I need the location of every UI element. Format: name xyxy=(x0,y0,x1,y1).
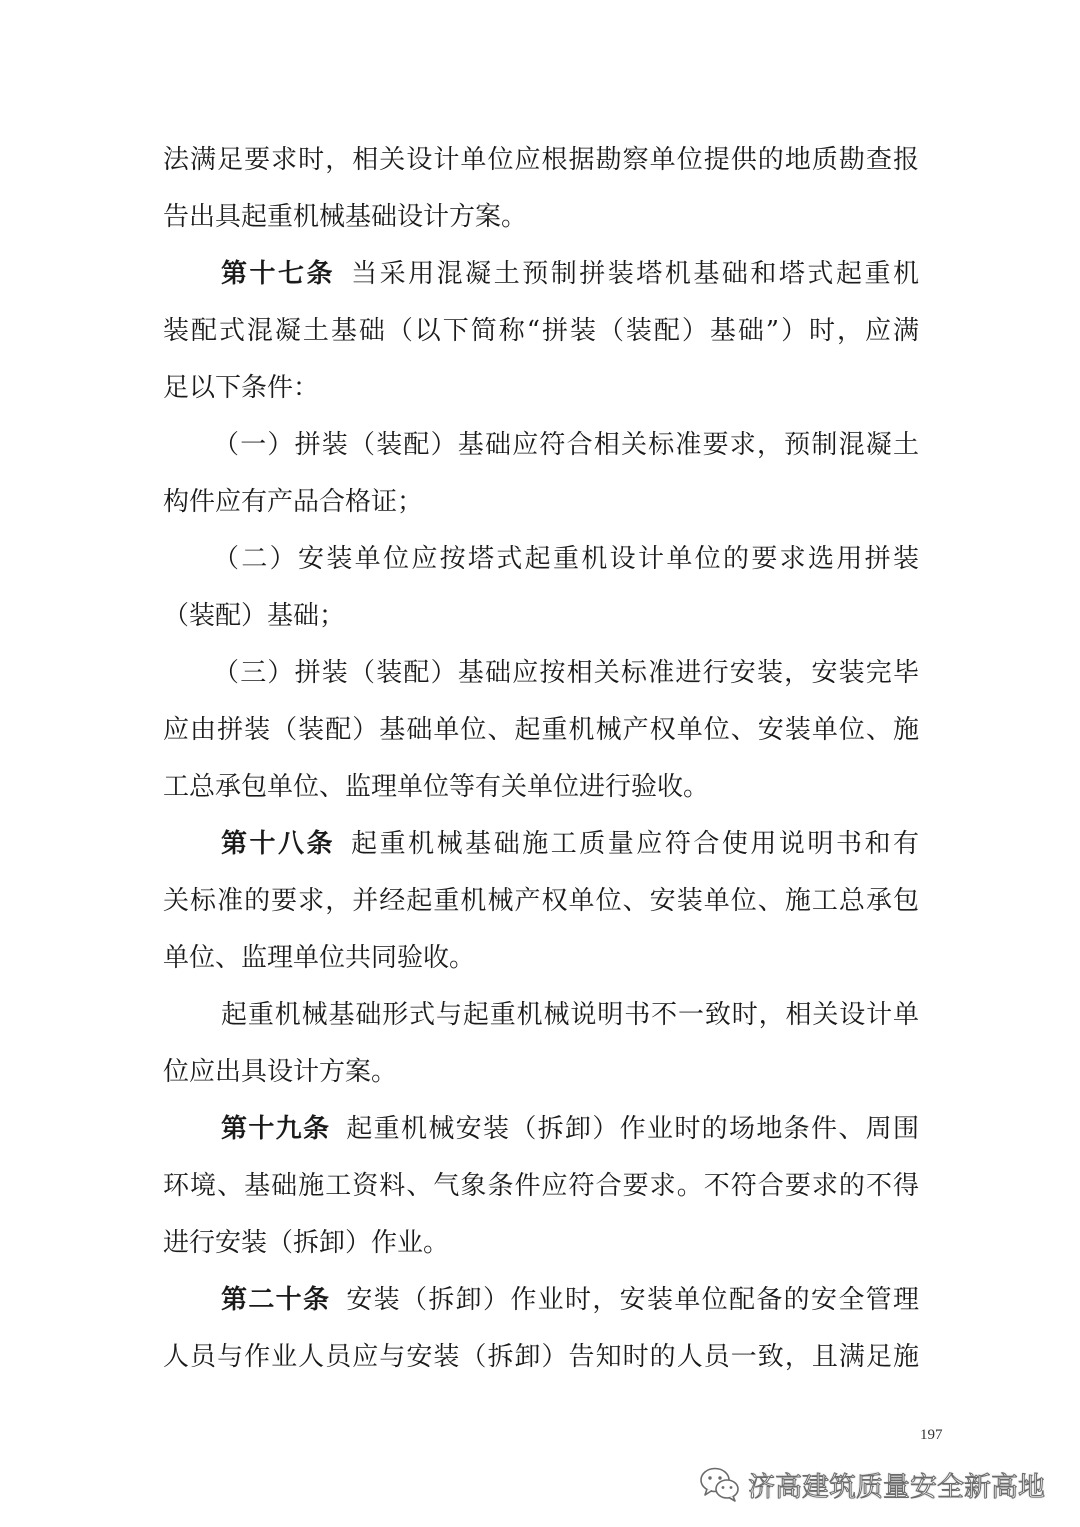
article-20-first-line xyxy=(163,1272,919,1329)
text-line: 构件应有产品合格证； xyxy=(163,487,424,517)
article-text: 安装（拆卸）作业时，安装单位配备的安全管理 xyxy=(346,1285,919,1315)
text-line: 单位、监理单位共同验收。 xyxy=(163,943,476,973)
article-text: 起重机械安装（拆卸）作业时的场地条件、周围 xyxy=(346,1114,919,1144)
text-line: 进行安装（拆卸）作业。 xyxy=(163,1228,450,1258)
text-line: 告出具起重机械基础设计方案。 xyxy=(163,202,528,232)
text-line: 足以下条件： xyxy=(163,373,320,403)
text-line: 工总承包单位、监理单位等有关单位进行验收。 xyxy=(163,772,710,802)
text-line: 法满足要求时，相关设计单位应根据勘察单位提供的地质勘查报 xyxy=(163,145,919,175)
article-text: 起重机械基础施工质量应符合使用说明书和有 xyxy=(351,829,919,859)
clause-line: （一）拼装（装配）基础应符合相关标准要求，预制混凝土 xyxy=(213,430,919,460)
text-line: （装配）基础； xyxy=(163,601,346,631)
paragraph-first-line: 起重机械基础形式与起重机械说明书不一致时，相关设计单 xyxy=(221,1000,919,1030)
text-line: 装配式混凝土基础（以下简称“拼装（装配）基础”）时，应满 xyxy=(163,316,919,346)
text-line: 位应出具设计方案。 xyxy=(163,1057,398,1087)
text-line: 关标准的要求，并经起重机械产权单位、安装单位、施工总承包 xyxy=(163,886,919,916)
text-line: 环境、基础施工资料、气象条件应符合要求。不符合要求的不得 xyxy=(163,1171,919,1201)
article-text: 当采用混凝土预制拼装塔机基础和塔式起重机 xyxy=(351,259,919,289)
article-18-first-line xyxy=(163,816,919,873)
article-heading: 第十八条 xyxy=(221,829,336,859)
clause-line: （二）安装单位应按塔式起重机设计单位的要求选用拼装 xyxy=(213,544,919,574)
watermark xyxy=(698,1462,1045,1506)
article-17-first-line xyxy=(163,246,919,303)
clause-line: （三）拼装（装配）基础应按相关标准进行安装，安装完毕 xyxy=(213,658,919,688)
text-line: 人员与作业人员应与安装（拆卸）告知时的人员一致，且满足施 xyxy=(163,1342,919,1372)
watermark-text: 济高建筑质量安全新高地 xyxy=(748,1471,1045,1503)
text-line: 应由拼装（装配）基础单位、起重机械产权单位、安装单位、施 xyxy=(163,715,919,745)
article-heading: 第十七条 xyxy=(221,259,336,289)
article-heading: 第十九条 xyxy=(221,1114,331,1144)
wechat-icon xyxy=(698,1464,742,1504)
page-number: 197 xyxy=(920,1427,943,1443)
document-body xyxy=(163,132,919,1386)
article-19-first-line xyxy=(163,1101,919,1158)
article-heading: 第二十条 xyxy=(221,1285,331,1315)
